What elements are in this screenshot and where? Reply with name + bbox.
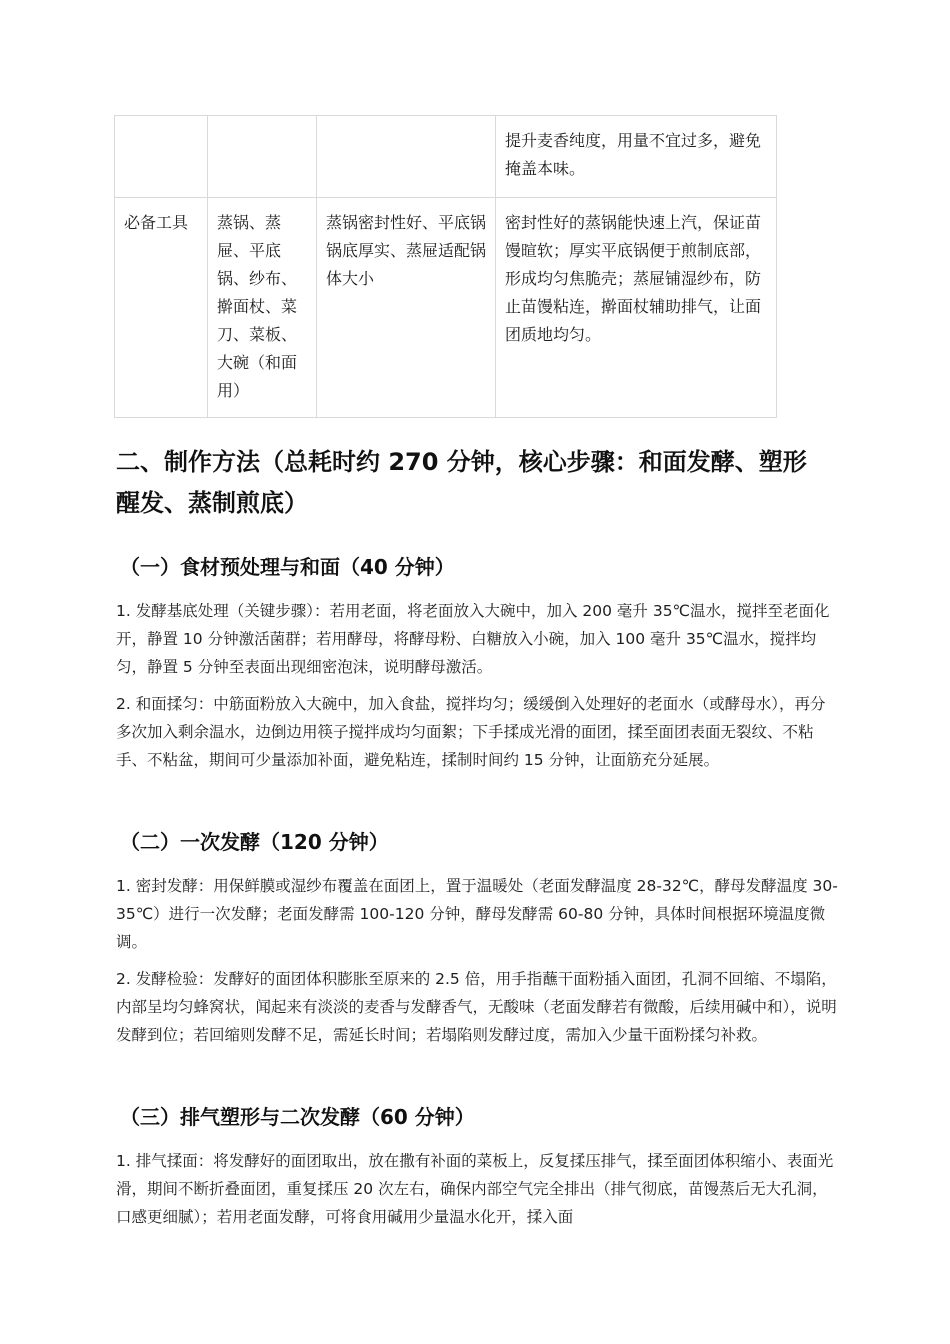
- subsection-heading: （三）排气塑形与二次发酵（60 分钟）: [120, 1105, 475, 1129]
- table-cell: [208, 116, 317, 198]
- paragraph: 2. 发酵检验：发酵好的面团体积膨胀至原来的 2.5 倍，用手指蘸干面粉插入面团，孔洞不回缩、不塌陷，内部呈均匀蜂窝状，闻起来有淡淡的麦香与发酵香气，无酸味（老面发酵若有微酸，后续用碱中和），说明发酵到位；若回缩则发酵不足，需延长时间；若塌陷则发酵过度，需加入少量干面粉揉匀补救。: [116, 970, 837, 1044]
- tools-table: [114, 115, 777, 418]
- paragraph: 1. 发酵基底处理（关键步骤）：若用老面，将老面放入大碗中，加入 200 毫升 35℃温水，搅拌至老面化开，静置 10 分钟激活菌群；若用酵母，将酵母粉、白糖放入小碗，加入 100 毫升 35℃温水，搅拌均匀，静置 5 分钟至表面出现细密泡沫，说明酵母激活。: [116, 602, 830, 676]
- table-cell: 密封性好的蒸锅能快速上汽，保证苗馒暄软；厚实平底锅便于煎制底部，形成均匀焦脆壳；蒸屉铺湿纱布，防止苗馒粘连，擀面杖辅助排气，让面团质地均匀。: [496, 198, 777, 418]
- paragraph: 2. 和面揉匀：中筋面粉放入大碗中，加入食盐，搅拌均匀；缓缓倒入处理好的老面水（或酵母水），再分多次加入剩余温水，边倒边用筷子搅拌成均匀面絮；下手揉成光滑的面团，揉至面团表面无裂纹、不粘手、不粘盆，期间可少量添加补面，避免粘连，揉制时间约 15 分钟，让面筋充分延展。: [116, 695, 826, 769]
- table-cell: 蒸锅、蒸屉、平底锅、纱布、擀面杖、菜刀、菜板、大碗（和面用）: [208, 198, 317, 418]
- table-cell: 提升麦香纯度，用量不宜过多，避免掩盖本味。: [496, 116, 777, 198]
- subsection-heading: （二）一次发酵（120 分钟）: [120, 830, 389, 854]
- table-row: [115, 198, 777, 418]
- table-cell: 蒸锅密封性好、平底锅锅底厚实、蒸屉适配锅体大小: [317, 198, 496, 418]
- paragraph: 1. 密封发酵：用保鲜膜或湿纱布覆盖在面团上，置于温暖处（老面发酵温度 28-32℃，酵母发酵温度 30-35℃）进行一次发酵；老面发酵需 100-120 分钟，酵母发酵需 60-80 分钟，具体时间根据环境温度微调。: [116, 877, 838, 951]
- section-heading: 二、制作方法（总耗时约 270 分钟，核心步骤：和面发酵、塑形醒发、蒸制煎底）: [116, 448, 807, 517]
- paragraph: 1. 排气揉面：将发酵好的面团取出，放在撒有补面的菜板上，反复揉压排气，揉至面团体积缩小、表面光滑，期间不断折叠面团，重复揉压 20 次左右，确保内部空气完全排出（排气彻底，苗馒蒸后无大孔洞，口感更细腻）；若用老面发酵，可将食用碱用少量温水化开，揉入面: [116, 1152, 834, 1226]
- table-cell: 必备工具: [115, 198, 208, 418]
- table-row: [115, 116, 777, 198]
- table-cell: [115, 116, 208, 198]
- subsection-heading: （一）食材预处理与和面（40 分钟）: [120, 555, 455, 579]
- table-cell: [317, 116, 496, 198]
